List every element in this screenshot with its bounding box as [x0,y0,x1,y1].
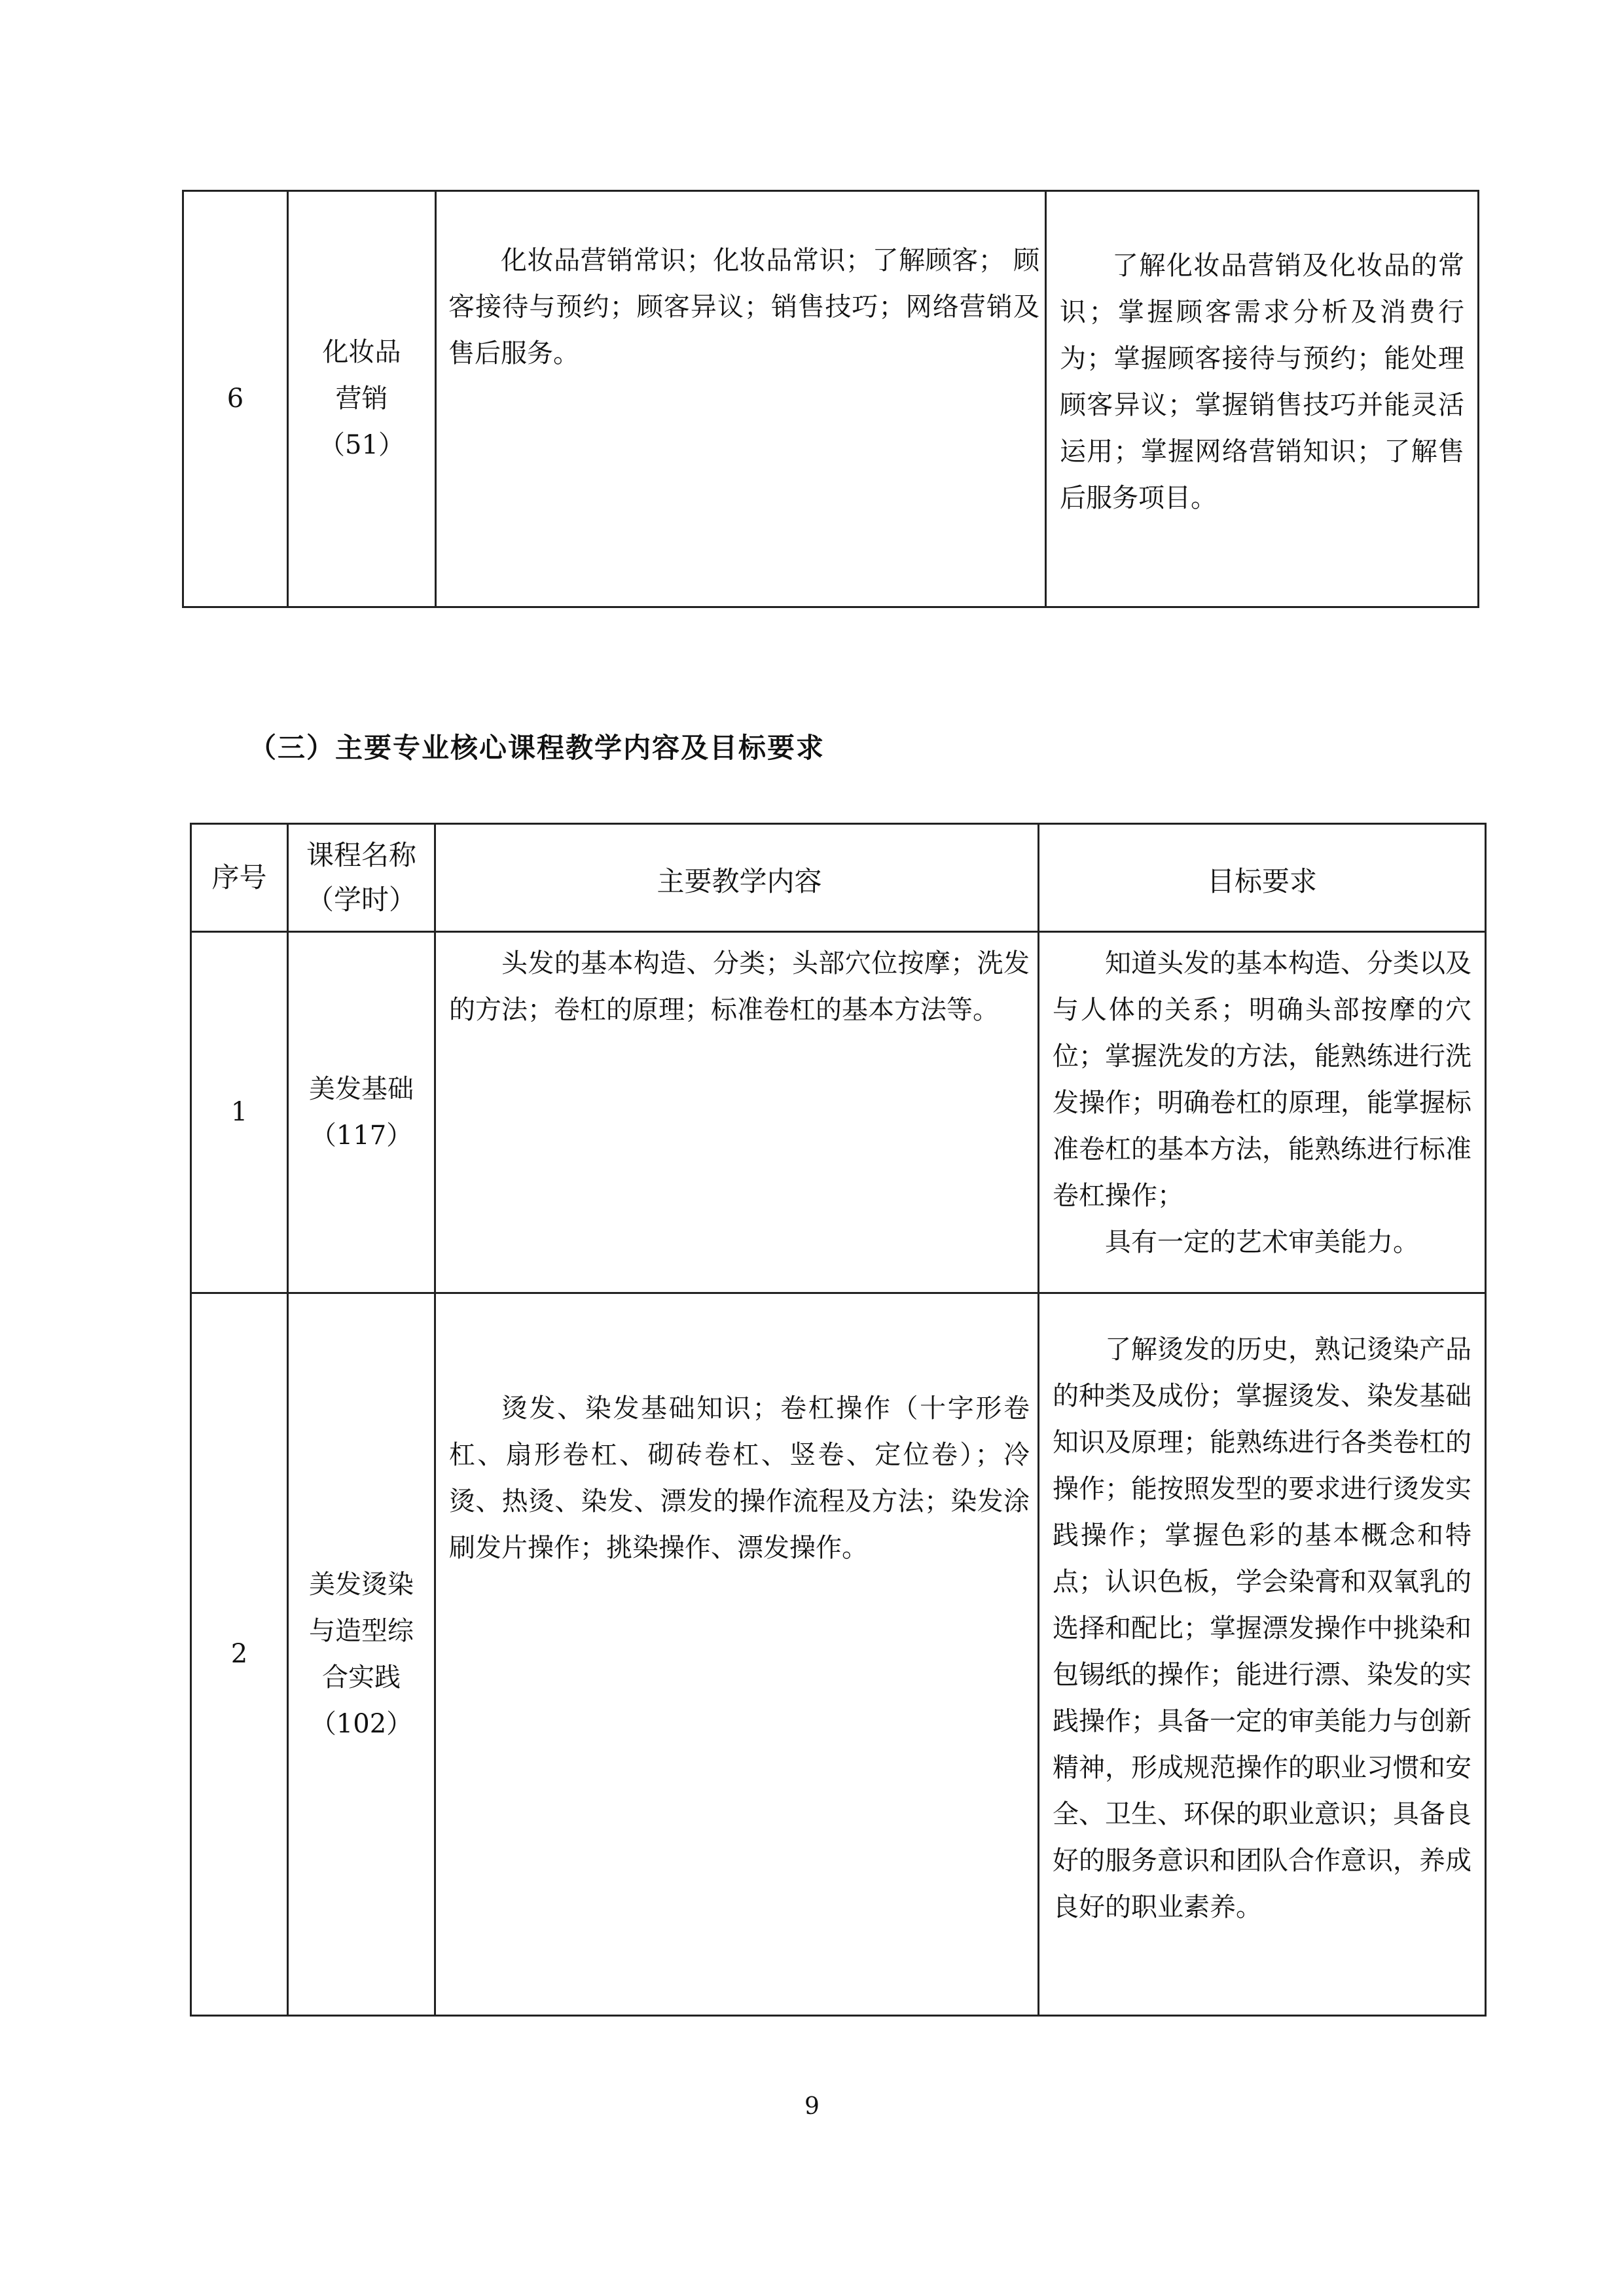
course-goal-text: 了解化妆品营销及化妆品的常识；掌握顾客需求分析及消费行为；掌握顾客接待与预约；能处理顾客异议；掌握销售技巧并能灵活运用；掌握网络营销知识；了解售后服务项目。 [1060,251,1464,513]
course-name-line: 营销 [335,384,388,414]
page-number: 9 [804,2093,820,2120]
course-goal-text-2: 具有一定的艺术审美能力。 [1105,1227,1419,1257]
course-table-continued [182,190,1479,608]
header-course-name [288,824,435,932]
row-seq: 6 [183,191,288,607]
table-header-row [191,824,1486,932]
course-name-line: 与造型综 [309,1615,414,1646]
course-goal-text: 知道头发的基本构造、分类以及与人体的关系；明确头部按摩的穴位；掌握洗发的方法，能熟练进行洗发操作；明确卷杠的原理，能掌握标准卷杠的基本方法，能熟练进行标准卷杠操作； [1053,948,1471,1211]
row-seq: 2 [191,1293,288,2016]
course-name-line: 美发烫染 [309,1569,414,1600]
header-course-name-line2: （学时） [306,884,416,916]
table-row [191,932,1486,1293]
course-goal-text: 了解烫发的历史，熟记烫染产品的种类及成份；掌握烫发、染发基础知识及原理；能熟练进行各类卷杠的操作；能按照发型的要求进行烫发实践操作；掌握色彩的基本概念和特点；认识色板，学会染膏和双氧乳的选择和配比；掌握漂发操作中挑染和包锡纸的操作；能进行漂、染发的实践操作；具备一定的审美能力与创新精神，形成规范操作的职业习惯和安全、卫生、环保的职业意识；具备良好的服务意识和团队合作意识，养成良好的职业素养。 [1053,1335,1471,1922]
course-goal [1039,932,1486,1293]
table-row [191,1293,1486,2016]
course-name-line: 美发基础 [309,1073,414,1104]
course-content-text: 化妆品营销常识；化妆品常识；了解顾客； 顾客接待与预约；顾客异议；销售技巧；网络营销及售后服务。 [448,245,1039,368]
table-row [183,191,1479,607]
course-name [288,191,436,607]
section-heading: （三）主要专业核心课程教学内容及目标要求 [249,732,825,764]
course-goal [1039,1293,1486,2016]
row-seq: 1 [191,932,288,1293]
header-seq: 序号 [191,824,288,932]
header-content: 主要教学内容 [435,824,1039,932]
course-content [435,1293,1039,2016]
course-name-line: 化妆品 [322,337,401,367]
course-hours: （117） [310,1120,413,1151]
course-name [288,1293,435,2016]
header-goal: 目标要求 [1039,824,1486,932]
course-content [436,191,1046,607]
course-goal [1046,191,1479,607]
course-content [435,932,1039,1293]
core-course-table [190,823,1487,2017]
course-hours: （102） [310,1708,413,1739]
course-hours: （51） [319,430,405,460]
course-content-text: 烫发、染发基础知识；卷杠操作（十字形卷杠、扇形卷杠、砌砖卷杠、竖卷、定位卷）；冷烫、热烫、染发、漂发的操作流程及方法；染发涂刷发片操作；挑染操作、漂发操作。 [449,1393,1030,1563]
course-content-text: 头发的基本构造、分类；头部穴位按摩；洗发的方法；卷杠的原理；标准卷杠的基本方法等。 [449,948,1030,1025]
course-name [288,932,435,1293]
course-name-line: 合实践 [322,1662,401,1693]
header-course-name-line1: 课程名称 [306,839,416,871]
